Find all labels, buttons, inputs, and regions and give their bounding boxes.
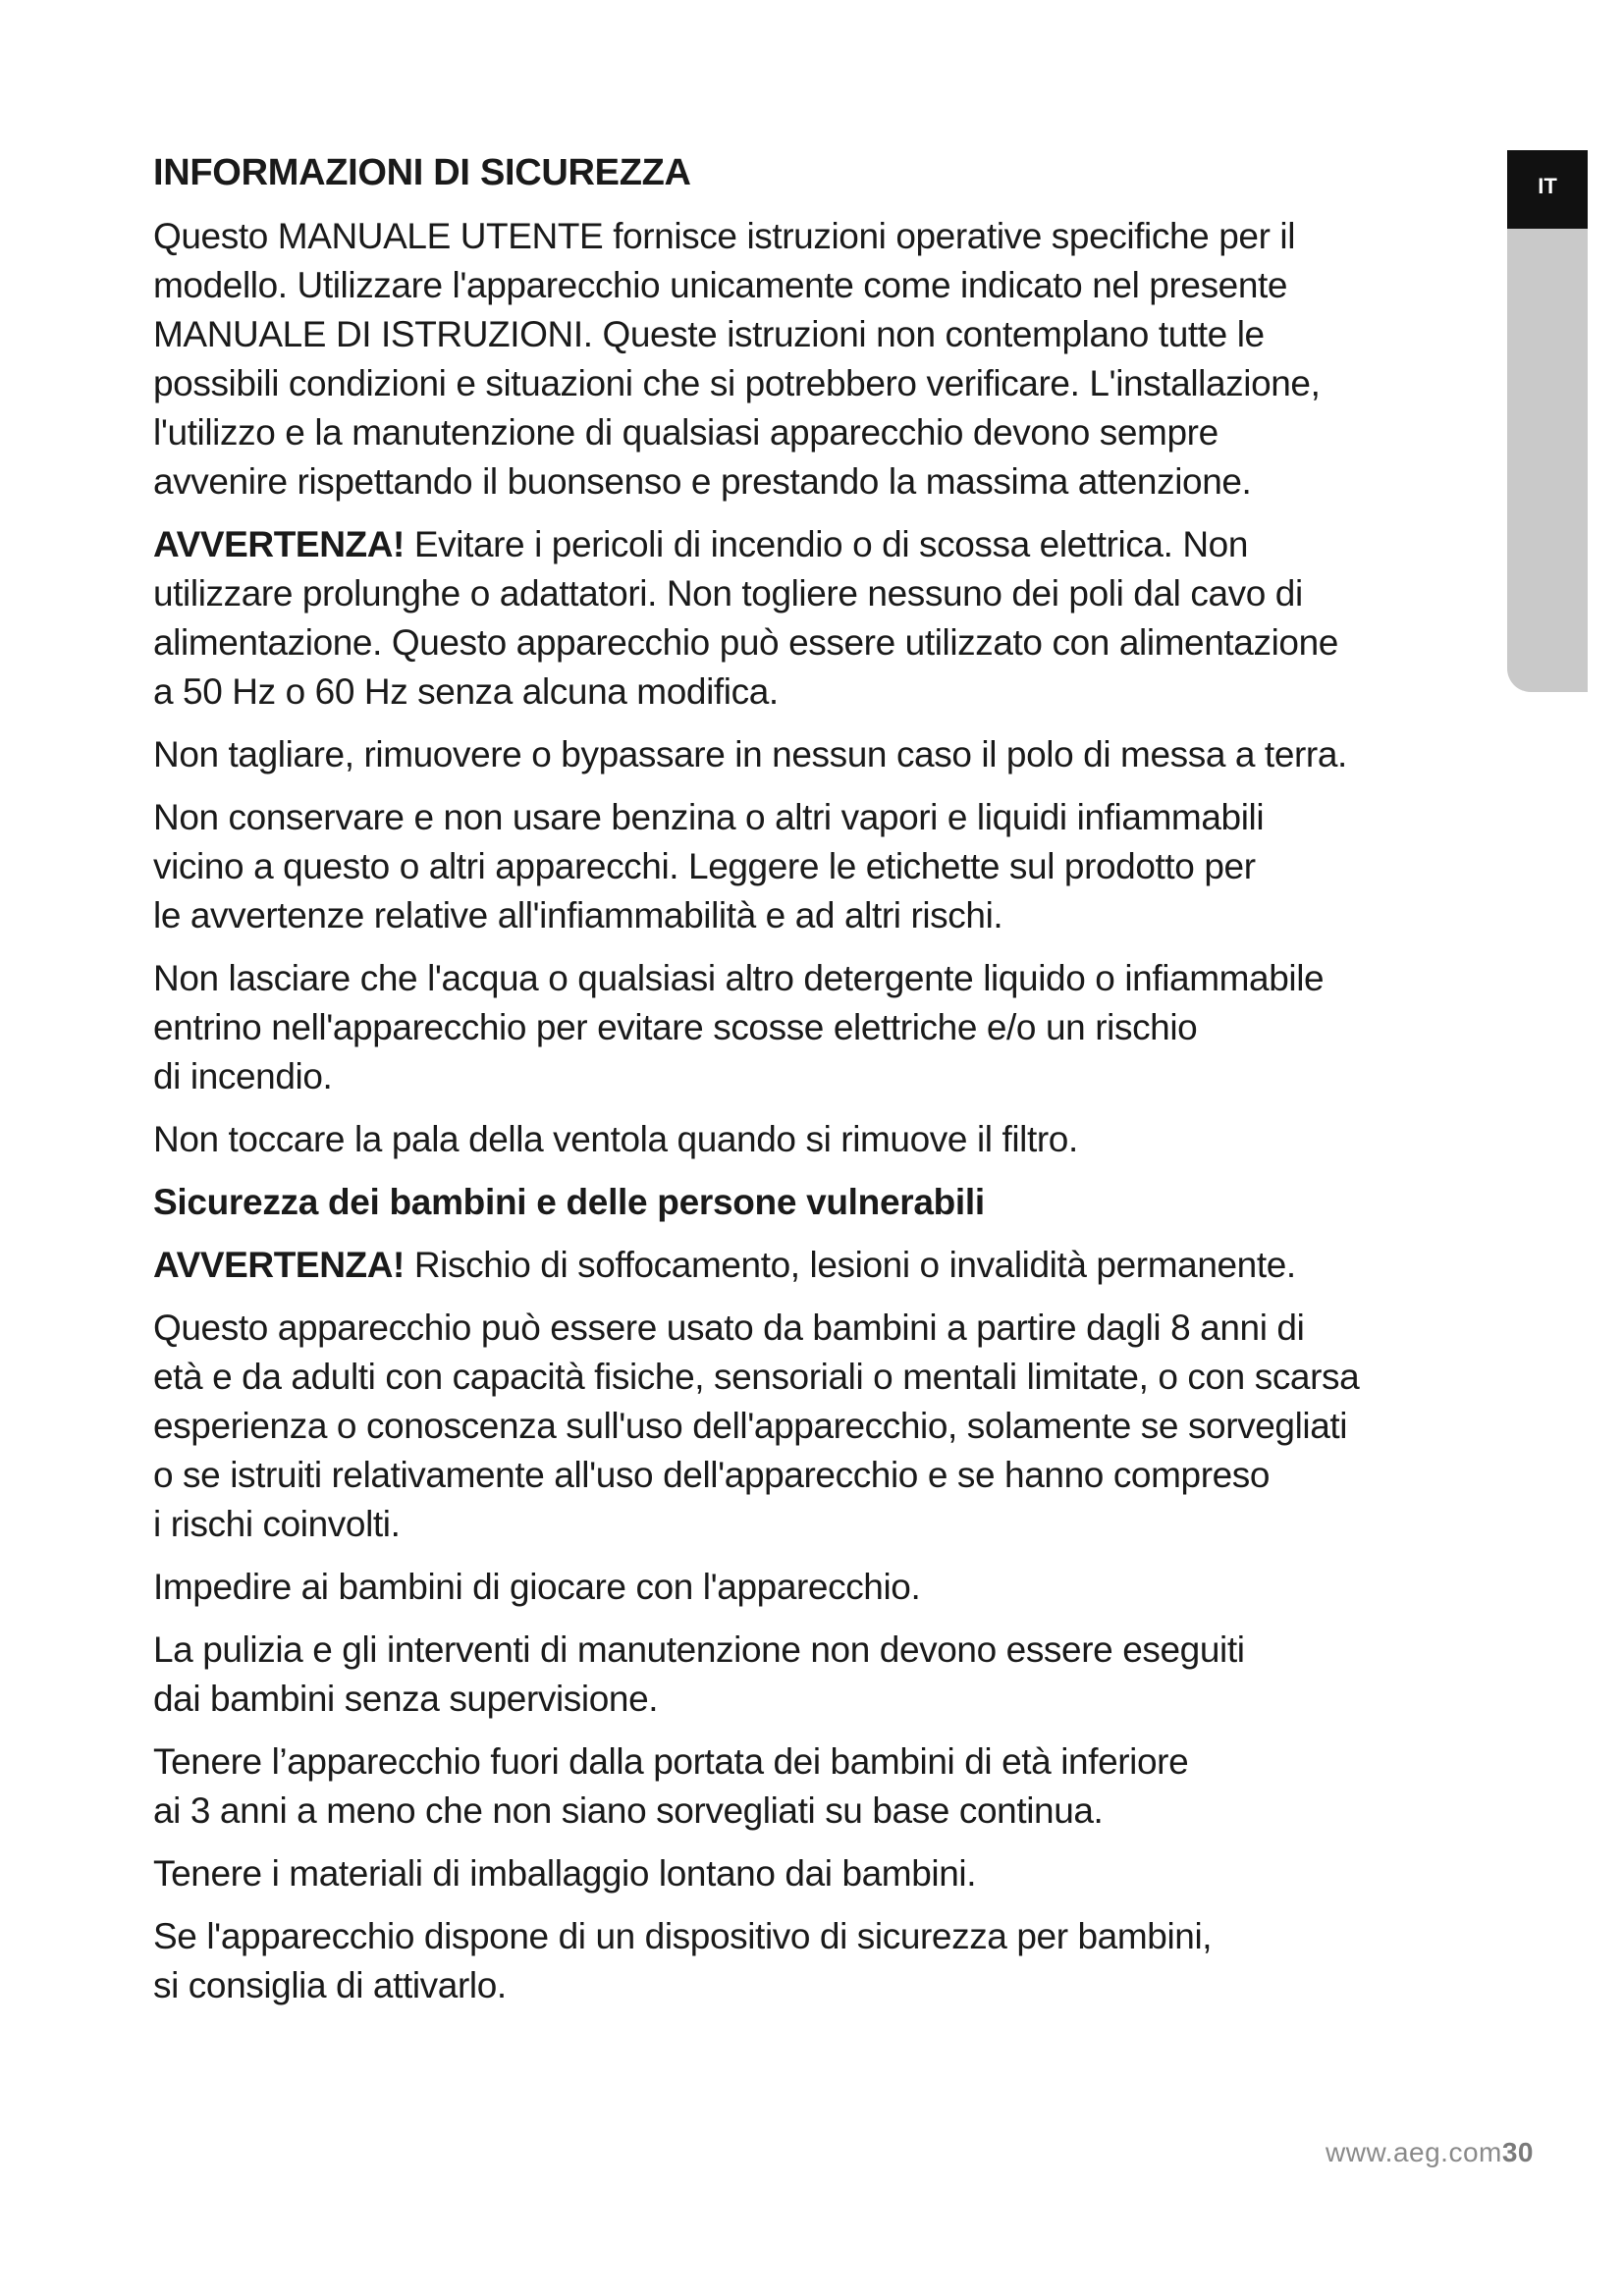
paragraph-line: modello. Utilizzare l'apparecchio unicamente come indicato nel presente: [153, 265, 1288, 305]
paragraph-line: vicino a questo o altri apparecchi. Leggere le etichette sul prodotto per: [153, 846, 1256, 886]
subsection-paragraphs: [153, 1241, 1498, 2010]
paragraph-line: l'utilizzo e la manutenzione di qualsiasi apparecchio devono sempre: [153, 412, 1218, 453]
paragraph-line: utilizzare prolunghe o adattatori. Non togliere nessuno dei poli dal cavo di: [153, 573, 1303, 614]
warning-paragraph: [153, 1241, 1498, 1290]
paragraph: [153, 1912, 1498, 2010]
paragraph: [153, 212, 1498, 507]
paragraph-line: Non lasciare che l'acqua o qualsiasi altro detergente liquido o infiammabile: [153, 958, 1325, 998]
paragraph-line: Questo MANUALE UTENTE fornisce istruzioni operative specifiche per il: [153, 216, 1296, 256]
page-number: 30: [1501, 2137, 1534, 2167]
footer-website: www.aeg.com: [1326, 2137, 1502, 2167]
paragraph-line: a 50 Hz o 60 Hz senza alcuna modifica.: [153, 671, 779, 712]
paragraph-line: Tenere l’apparecchio fuori dalla portata dei bambini di età inferiore: [153, 1741, 1189, 1782]
paragraph-line: Non toccare la pala della ventola quando si rimuove il filtro.: [153, 1119, 1078, 1159]
paragraph-line: [153, 1241, 1498, 1290]
paragraph: [153, 1304, 1498, 1549]
warning-label: AVVERTENZA!: [153, 524, 405, 564]
paragraph-line: La pulizia e gli interventi di manutenzione non devono essere eseguiti: [153, 1629, 1245, 1670]
section-title: INFORMAZIONI DI SICUREZZA: [153, 152, 691, 193]
paragraph: [153, 954, 1498, 1101]
paragraph-line: Se l'apparecchio dispone di un dispositivo di sicurezza per bambini,: [153, 1916, 1213, 1956]
section-paragraphs: [153, 212, 1498, 1164]
warning-label: AVVERTENZA!: [153, 1245, 405, 1285]
paragraph-line: Non tagliare, rimuovere o bypassare in nessun caso il polo di messa a terra.: [153, 734, 1347, 774]
paragraph-line: esperienza o conoscenza sull'uso dell'apparecchio, solamente se sorvegliati: [153, 1406, 1348, 1446]
paragraph: [153, 1849, 1498, 1898]
paragraph: [153, 1115, 1498, 1164]
paragraph-line: MANUALE DI ISTRUZIONI. Queste istruzioni non contemplano tutte le: [153, 314, 1265, 354]
paragraph-line: dai bambini senza supervisione.: [153, 1679, 659, 1719]
warning-paragraph: [153, 520, 1498, 717]
paragraph-line: possibili condizioni e situazioni che si potrebbero verificare. L'installazione,: [153, 363, 1321, 403]
paragraph-line: Impedire ai bambini di giocare con l'apparecchio.: [153, 1567, 921, 1607]
paragraph-line: si consiglia di attivarlo.: [153, 1965, 507, 2005]
paragraph-line: le avvertenze relative all'infiammabilità e ad altri rischi.: [153, 895, 1003, 935]
paragraph-line: [153, 520, 1498, 569]
paragraph-line: età e da adulti con capacità fisiche, sensoriali o mentali limitate, o con scarsa: [153, 1357, 1360, 1397]
paragraph-line: ai 3 anni a meno che non siano sorvegliati su base continua.: [153, 1790, 1104, 1831]
paragraph-line: avvenire rispettando il buonsenso e prestando la massima attenzione.: [153, 461, 1252, 502]
paragraph-line: di incendio.: [153, 1056, 333, 1096]
paragraph-line: Questo apparecchio può essere usato da bambini a partire dagli 8 anni di: [153, 1308, 1305, 1348]
paragraph-line: i rischi coinvolti.: [153, 1504, 401, 1544]
paragraph-line: alimentazione. Questo apparecchio può essere utilizzato con alimentazione: [153, 622, 1338, 663]
subsection-title: Sicurezza dei bambini e delle persone vulnerabili: [153, 1182, 985, 1222]
language-tab-label: IT: [1538, 174, 1557, 198]
language-tab: [1507, 150, 1588, 229]
paragraph: [153, 793, 1498, 940]
page-footer: [1326, 2137, 1534, 2168]
language-tab-strip: [1507, 229, 1588, 692]
paragraph: [153, 1737, 1498, 1836]
paragraph: [153, 1626, 1498, 1724]
warning-text: Rischio di soffocamento, lesioni o invalidità permanente.: [404, 1245, 1296, 1285]
paragraph-line: Tenere i materiali di imballaggio lontano dai bambini.: [153, 1853, 977, 1894]
paragraph-line: entrino nell'apparecchio per evitare scosse elettriche e/o un rischio: [153, 1007, 1198, 1047]
paragraph-line: Non conservare e non usare benzina o altri vapori e liquidi infiammabili: [153, 797, 1265, 837]
paragraph-line: o se istruiti relativamente all'uso dell'apparecchio e se hanno compreso: [153, 1455, 1271, 1495]
warning-text: Evitare i pericoli di incendio o di scossa elettrica. Non: [404, 524, 1249, 564]
paragraph: [153, 730, 1498, 779]
page-content: [153, 147, 1498, 2024]
paragraph: [153, 1563, 1498, 1612]
